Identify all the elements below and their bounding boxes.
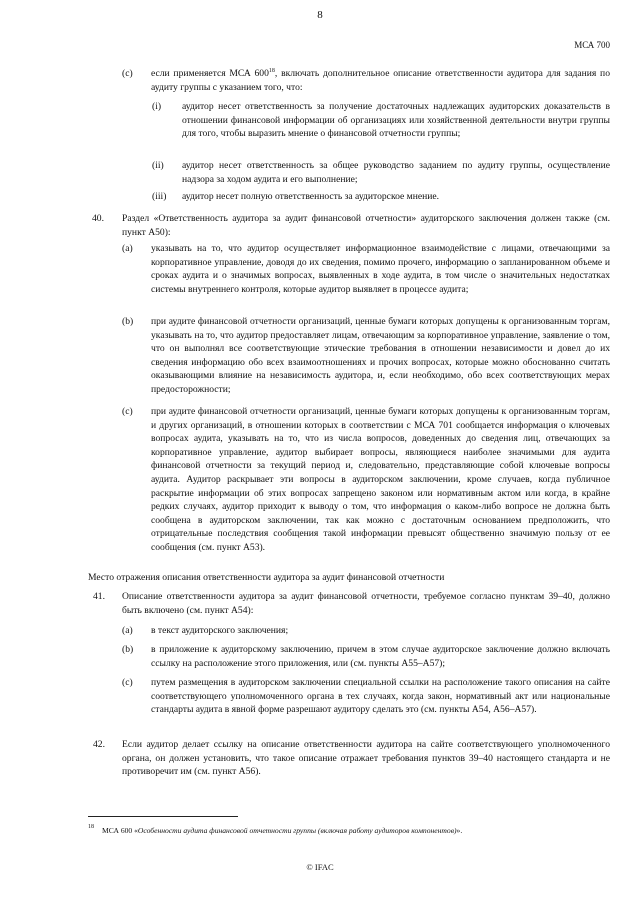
item-text: указывать на то, что аудитор осуществляет информационное взаимодействие с лицами, отвечающими за корпоративное управление, доводя до их сведения, помимо прочего, информацию о запланированном объеме и сроках аудита и о значимых вопросах, выявленных в ходе аудита, в том числе о значительных недостатках системы внутреннего контроля, которые аудитор выявляет в процессе аудита; [151,243,610,295]
subitem-text: аудитор несет ответственность за получение достаточных надлежащих аудиторских доказательств в отношении финансовой информации об организациях или хозяйственной деятельности внутри группы для того, чтобы выразить мнение о финансовой отчетности группы; [182,101,610,140]
item-label: (c) [122,677,133,688]
subitem-text: аудитор несет полную ответственность за аудиторское мнение. [182,191,440,202]
item-text: при аудите финансовой отчетности организаций, ценные бумаги которых допущены к организованным торгам, указывать на то, что аудитор предоставляет лицам, отвечающим за корпоративное управление, заявление о том, что он выполнял все соответствующие этические требования в отношении независимости и довел до их сведения информацию обо всех взаимоотношениях и прочих вопросах, которые можно обоснованно считать оказывающими влияние на независимость аудитора, и, если необходимо, обо всех соответствующих мерах предосторожности; [151,316,610,395]
paragraph-number: 41. [93,591,105,602]
item-label: (a) [122,243,133,254]
paragraph-text: Если аудитор делает ссылку на описание ответственности аудитора на сайте соответствующего уполномоченного органа, он должен установить, что такое описание отражает требования пунктов 39–40 настоящего стандарта и не противоречит им (см. пункт А56). [122,739,610,778]
item-text: при аудите финансовой отчетности организаций, ценные бумаги которых допущены к организованным торгам, и других организаций, в отношении которых в соответствии с МСА 701 сообщается информация о ключевых вопросах аудита, указывать на то, что из числа вопросов, доведенных до сведения лиц, отвечающих за корпоративное управление, аудитор выбирает вопросы, являющиеся наиболее значимыми для аудита финансовой отчетности за текущий период и, следовательно, представляющие собой ключевые вопросы аудита. Аудитор раскрывает эти вопросы в аудиторском заключении, кроме случаев, когда публичное раскрытие информации об этих вопросах запрещено законом или нормативным актом или когда, в крайне редких случаях, аудитор приходит к выводу о том, что информация о каком-либо вопросе не должна быть сообщена в аудиторском заключении, так как можно с достаточным основанием предположить, что отрицательные последствия сообщения такой информации превысят общественно значимую пользу от ее сообщения (см. пункт А53). [151,406,610,553]
item-label: (c) [122,406,133,417]
running-header: МСА 700 [574,40,610,50]
footnote-divider [88,816,238,817]
footer-copyright: © IFAC [306,862,334,872]
item-label: (b) [122,644,134,655]
paragraph-text: Описание ответственности аудитора за аудит финансовой отчетности, требуемое согласно пунктам 39–40, должно быть включено (см. пункт А54): [122,591,610,616]
item-label: (c) [122,68,133,79]
footnote-ref[interactable]: 18 [268,67,275,74]
subitem-label: (i) [152,101,162,112]
item-text: в приложение к аудиторскому заключению, причем в этом случае аудиторское заключение должно включать ссылку на расположение этого приложения, или (см. пункты А55–А57); [151,644,610,669]
item-text: в текст аудиторского заключения; [151,625,289,636]
paragraph-text: Раздел «Ответственность аудитора за аудит финансовой отчетности» аудиторского заключения должен также (см. пункт А50): [122,213,610,238]
item-label: (a) [122,625,133,636]
subitem-label: (iii) [152,191,167,202]
subitem-text: аудитор несет ответственность за общее руководство заданием по аудиту группы, осуществление надзора за ходом аудита и его выполнение; [182,160,610,185]
item-label: (b) [122,316,134,327]
item-text: путем размещения в аудиторском заключении специальной ссылки на расположение такого описания на сайте соответствующего уполномоченного органа в тех случаях, когда закон, нормативный акт или национальные стандарты аудита в явной форме разрешают аудитору сделать это (см. пункты А54, А56–А57). [151,677,610,716]
item-text: если применяется МСА $600^{18}$, включать дополнительное описание ответственности аудитора для задания по аудиту группы с указанием того, что: [151,67,610,93]
page-number: 8 [317,9,323,21]
paragraph-number: 40. [92,213,104,224]
subitem-label: (ii) [152,160,164,171]
footnote-text: МСА 600 «Особенности аудита финансовой отчетности группы (включая работу аудиторов компонентов)». [102,826,463,835]
footnote-number: 18 [88,824,94,830]
section-heading: Место отражения описания ответственности аудитора за аудит финансовой отчетности [88,572,445,583]
paragraph-number: 42. [93,739,105,750]
